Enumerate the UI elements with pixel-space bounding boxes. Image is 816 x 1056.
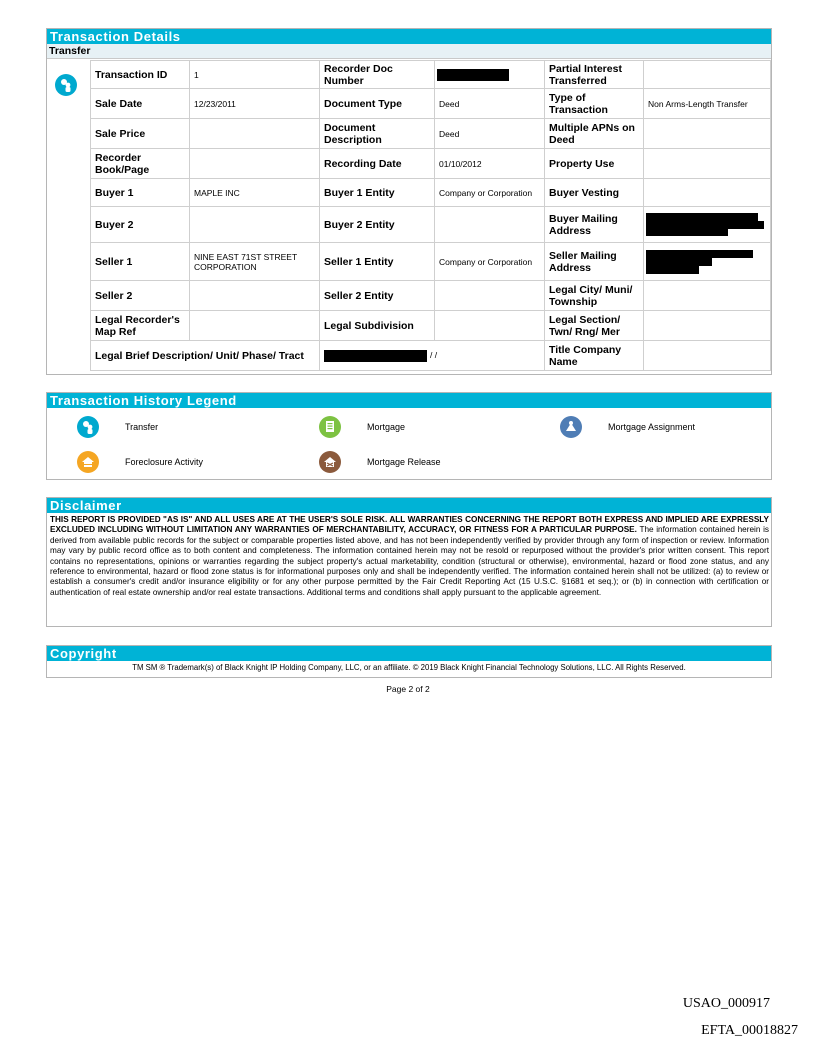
redaction-block bbox=[646, 266, 699, 274]
legend-item-mortgage-assignment bbox=[560, 416, 696, 438]
field-label: Seller 2 bbox=[91, 281, 190, 311]
field-label: Title Company Name bbox=[545, 341, 644, 371]
detail-row bbox=[91, 207, 771, 243]
field-value bbox=[644, 281, 771, 311]
detail-row bbox=[91, 341, 771, 371]
detail-row bbox=[91, 281, 771, 311]
field-value bbox=[435, 61, 545, 89]
field-label: Seller Mailing Address bbox=[545, 243, 644, 281]
field-label: Type of Transaction bbox=[545, 89, 644, 119]
legend-header: Transaction History Legend bbox=[47, 393, 771, 408]
field-value: 01/10/2012 bbox=[435, 149, 545, 179]
redaction-block bbox=[646, 250, 753, 258]
disclaimer-body-text: The information contained herein is derived from available public records for the subject or comparable properties listed above, and has not been independently verified by provider through any form of inspection or review. Information may vary by public record office as to both content and completeness. The information contained herein may not be resold or repurposed without the provider's prior written consent. This report contains no representations, opinions or warranties regarding the subject property's actual marketability, condition (structural or otherwise), environmental, hazard or flood zone status, and any reference to environmental, hazard or flood zone status is for informational purposes only and shall be independently verified. The information contained herein shall not be utilized: (a) to review or establish a consumer's credit and/or insurance eligibility or for any other purpose permitted by the Fair Credit Reporting Act (15 U.S.C. §1681 et seq.); or (b) in connection with certification or authentication of real estate ownership and/or real estate transactions. Additional terms and conditions shall apply pursuant to the applicable agreement. bbox=[50, 525, 769, 597]
field-value bbox=[190, 119, 320, 149]
legend-label: Foreclosure Activity bbox=[125, 457, 204, 467]
disclaimer-section bbox=[46, 497, 772, 627]
redaction-block bbox=[324, 350, 427, 362]
transaction-details-section bbox=[46, 28, 772, 375]
field-label: Sale Date bbox=[91, 89, 190, 119]
field-label: Buyer 2 bbox=[91, 207, 190, 243]
transaction-details-header: Transaction Details bbox=[47, 29, 771, 44]
field-label: Recording Date bbox=[320, 149, 435, 179]
disclaimer-text bbox=[47, 513, 771, 598]
field-label: Buyer Vesting bbox=[545, 179, 644, 207]
field-value bbox=[320, 341, 545, 371]
detail-row bbox=[91, 119, 771, 149]
field-value: Company or Corporation bbox=[435, 179, 545, 207]
detail-row bbox=[91, 243, 771, 281]
field-value bbox=[435, 311, 545, 341]
field-label: Seller 1 Entity bbox=[320, 243, 435, 281]
field-label: Recorder Book/Page bbox=[91, 149, 190, 179]
field-value bbox=[435, 281, 545, 311]
field-value: 1 bbox=[190, 61, 320, 89]
field-label: Recorder Doc Number bbox=[320, 61, 435, 89]
field-value bbox=[644, 119, 771, 149]
redaction-block bbox=[646, 213, 758, 221]
field-value: Non Arms-Length Transfer bbox=[644, 89, 771, 119]
legend-item-mortgage bbox=[319, 416, 406, 438]
legend-label: Transfer bbox=[125, 422, 159, 432]
mortgage-assignment-icon bbox=[560, 416, 582, 438]
field-value bbox=[644, 243, 771, 281]
field-label: Buyer 2 Entity bbox=[320, 207, 435, 243]
detail-row bbox=[91, 311, 771, 341]
transaction-details-table bbox=[90, 60, 771, 371]
detail-row bbox=[91, 89, 771, 119]
field-value bbox=[644, 149, 771, 179]
transfer-icon bbox=[77, 416, 99, 438]
field-label: Document Type bbox=[320, 89, 435, 119]
field-label: Buyer 1 bbox=[91, 179, 190, 207]
field-value: MAPLE INC bbox=[190, 179, 320, 207]
legend-item-mortgage-release bbox=[319, 451, 441, 473]
field-label: Document Description bbox=[320, 119, 435, 149]
detail-row bbox=[91, 149, 771, 179]
field-value bbox=[190, 311, 320, 341]
field-label: Legal Subdivision bbox=[320, 311, 435, 341]
transfer-icon bbox=[55, 74, 77, 96]
copyright-text: TM SM ® Trademark(s) of Black Knight IP Holding Company, LLC, or an affiliate. © 2019 Black Knight Financial Technology Solutions, LLC. All Rights Reserved. bbox=[132, 663, 686, 672]
mortgage-icon bbox=[319, 416, 341, 438]
field-value: 12/23/2011 bbox=[190, 89, 320, 119]
disclaimer-bold-text: THIS REPORT IS PROVIDED "AS IS" AND ALL USES ARE AT THE USER'S SOLE RISK. ALL WARRANTIES CONCERNING THE REPORT BOTH EXPRESS AND IMPLIED ARE EXPRESSLY EXCLUDED INCLUDING WITHOUT LIMITATION ANY WARRANTIES OF MERCHANTABILITY, ACCURACY, OR FITNESS FOR A PARTICULAR PURPOSE. bbox=[50, 515, 769, 535]
copyright-header: Copyright bbox=[47, 646, 771, 661]
redaction-block bbox=[437, 69, 509, 81]
field-value: NINE EAST 71ST STREET CORPORATION bbox=[190, 243, 320, 281]
field-value bbox=[190, 281, 320, 311]
redaction-block bbox=[646, 258, 712, 266]
field-label: Legal Brief Description/ Unit/ Phase/ Tract bbox=[91, 341, 320, 371]
field-label: Buyer 1 Entity bbox=[320, 179, 435, 207]
bates-number-efta: EFTA_00018827 bbox=[701, 1023, 798, 1038]
field-label: Seller 1 bbox=[91, 243, 190, 281]
field-value bbox=[190, 149, 320, 179]
disclaimer-header: Disclaimer bbox=[47, 498, 771, 513]
field-value bbox=[644, 341, 771, 371]
field-value bbox=[435, 207, 545, 243]
redaction-block bbox=[646, 221, 764, 229]
field-value bbox=[644, 207, 771, 243]
copyright-section bbox=[46, 645, 772, 678]
page-number: Page 2 of 2 bbox=[386, 684, 430, 694]
legend-item-transfer bbox=[77, 416, 159, 438]
transaction-history-legend bbox=[46, 392, 772, 480]
legend-label: Mortgage bbox=[367, 422, 406, 432]
field-value: Deed bbox=[435, 89, 545, 119]
field-label: Legal Recorder's Map Ref bbox=[91, 311, 190, 341]
field-value bbox=[190, 207, 320, 243]
legal-brief-suffix: / / bbox=[430, 349, 438, 360]
field-value: Deed bbox=[435, 119, 545, 149]
legend-item-foreclosure bbox=[77, 451, 204, 473]
field-value bbox=[644, 311, 771, 341]
detail-row bbox=[91, 179, 771, 207]
field-label: Partial Interest Transferred bbox=[545, 61, 644, 89]
legend-label: Mortgage Release bbox=[367, 457, 441, 467]
field-value bbox=[644, 179, 771, 207]
field-value: Company or Corporation bbox=[435, 243, 545, 281]
field-label: Buyer Mailing Address bbox=[545, 207, 644, 243]
field-label: Legal Section/ Twn/ Rng/ Mer bbox=[545, 311, 644, 341]
redaction-block bbox=[646, 229, 728, 236]
foreclosure-icon bbox=[77, 451, 99, 473]
field-value bbox=[644, 61, 771, 89]
field-label: Multiple APNs on Deed bbox=[545, 119, 644, 149]
field-label: Transaction ID bbox=[91, 61, 190, 89]
field-label: Legal City/ Muni/ Township bbox=[545, 281, 644, 311]
transfer-subheader: Transfer bbox=[47, 44, 771, 59]
field-label: Seller 2 Entity bbox=[320, 281, 435, 311]
field-label: Property Use bbox=[545, 149, 644, 179]
mortgage-release-icon bbox=[319, 451, 341, 473]
legend-label: Mortgage Assignment bbox=[608, 422, 696, 432]
bates-number-usao: USAO_000917 bbox=[682, 996, 770, 1011]
detail-row bbox=[91, 61, 771, 89]
field-label: Sale Price bbox=[91, 119, 190, 149]
